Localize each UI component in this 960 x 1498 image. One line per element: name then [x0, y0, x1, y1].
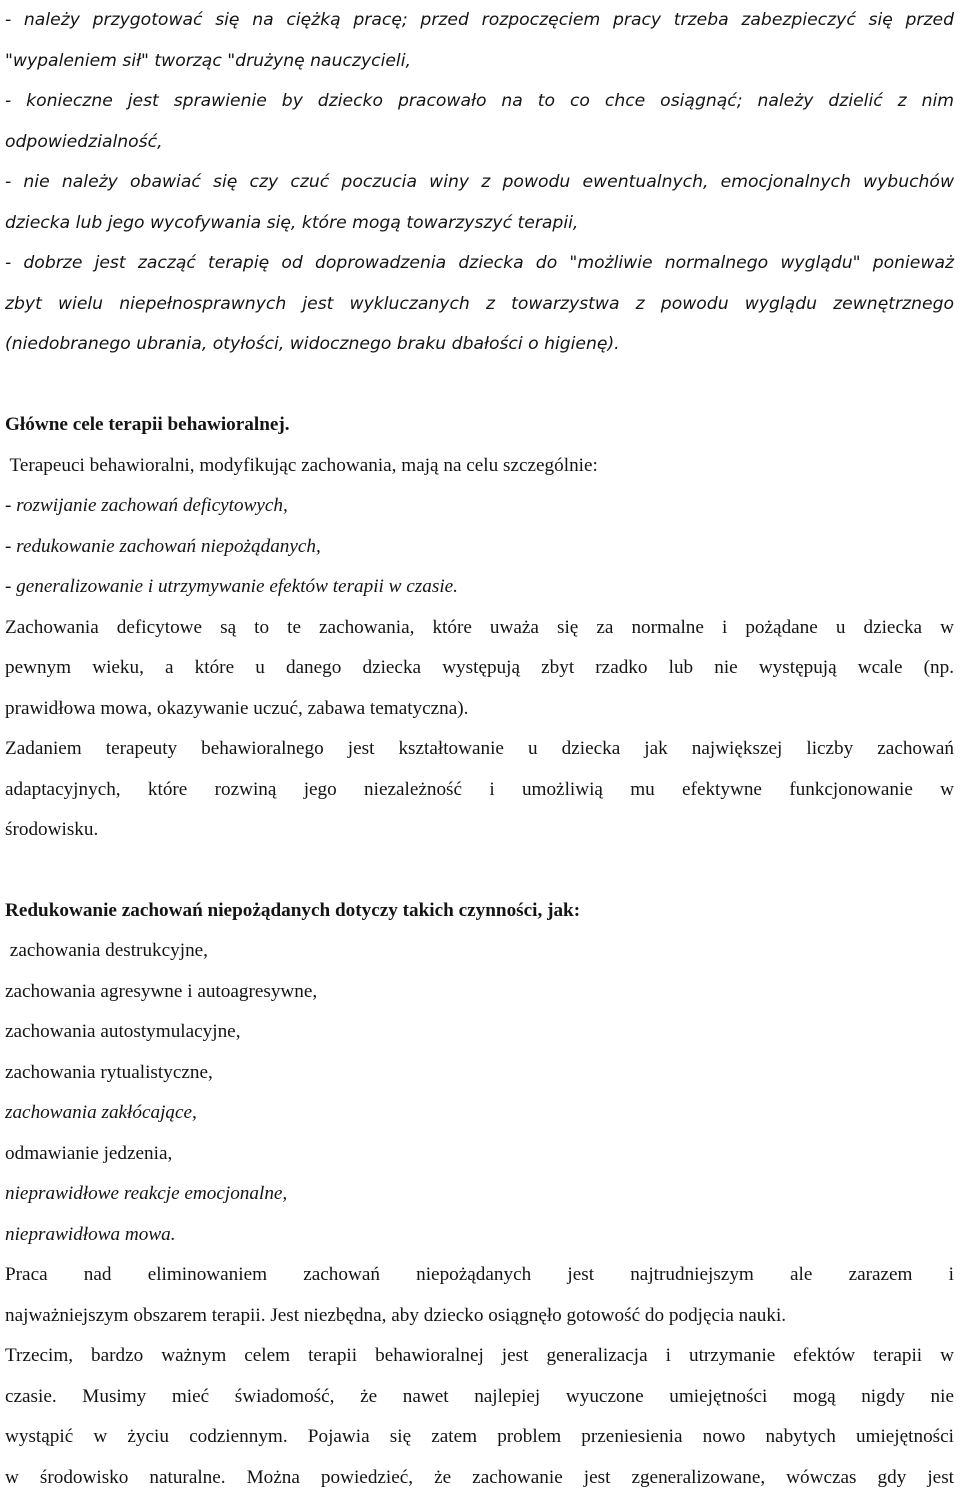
intro-line: - należy przygotować się na ciężką pracę; przed rozpoczęciem pracy trzeba zabezpieczyć się przed — [5, 0, 954, 41]
behavior-item: zachowania autostymulacyjne, — [5, 1012, 954, 1053]
paragraph-deficits — [5, 608, 954, 730]
goal-item: - generalizowanie i utrzymywanie efektów terapii w czasie. — [5, 567, 954, 608]
behavior-item: nieprawidłowe reakcje emocjonalne, — [5, 1174, 954, 1215]
behavior-item: zachowania destrukcyjne, — [5, 931, 954, 972]
section-heading: Redukowanie zachowań niepożądanych dotyczy takich czynności, jak: — [5, 891, 954, 932]
paragraph-line: w środowisko naturalne. Można powiedzieć, że zachowanie jest zgeneralizowane, wówczas gdy jest — [5, 1458, 954, 1498]
intro-list — [5, 0, 954, 365]
paragraph-line: prawidłowa mowa, okazywanie uczuć, zabawa tematyczna). — [5, 689, 954, 730]
paragraph-line: Praca nad eliminowaniem zachowań niepożądanych jest najtrudniejszym ale zarazem i — [5, 1255, 954, 1296]
paragraph-line: pewnym wieku, a które u danego dziecka występują zbyt rzadko lub nie występują wcale (np. — [5, 648, 954, 689]
intro-line: (niedobranego ubrania, otyłości, widocznego braku dbałości o higienę). — [5, 324, 954, 365]
behavior-item: odmawianie jedzenia, — [5, 1134, 954, 1175]
behavior-item: zachowania rytualistyczne, — [5, 1053, 954, 1094]
goal-item: - redukowanie zachowań niepożądanych, — [5, 527, 954, 568]
paragraph-line: najważniejszym obszarem terapii. Jest niezbędna, aby dziecko osiągnęło gotowość do podjęcia nauki. — [5, 1296, 954, 1337]
behavior-item: zachowania zakłócające, — [5, 1093, 954, 1134]
goal-item: - rozwijanie zachowań deficytowych, — [5, 486, 954, 527]
paragraph-line: Trzecim, bardzo ważnym celem terapii behawioralnej jest generalizacja i utrzymanie efektów terapii w — [5, 1336, 954, 1377]
intro-line: - nie należy obawiać się czy czuć poczucia winy z powodu ewentualnych, emocjonalnych wybuchów — [5, 162, 954, 203]
paragraph-therapist-task — [5, 729, 954, 851]
intro-line: - dobrze jest zacząć terapię od doprowadzenia dziecka do "możliwie normalnego wyglądu" ponieważ — [5, 243, 954, 284]
paragraph-line: wystąpić w życiu codziennym. Pojawia się zatem problem przeniesienia nowo nabytych umiejętności — [5, 1417, 954, 1458]
goals-list — [5, 486, 954, 608]
paragraph-generalization — [5, 1255, 954, 1498]
paragraph-line: Zadaniem terapeuty behawioralnego jest kształtowanie u dziecka jak największej liczby zachowań — [5, 729, 954, 770]
paragraph-line: adaptacyjnych, które rozwiną jego niezależność i umożliwią mu efektywne funkcjonowanie w — [5, 770, 954, 811]
section-heading: Główne cele terapii behawioralnej. — [5, 405, 954, 446]
paragraph-line: środowisku. — [5, 810, 954, 851]
behaviors-list — [5, 931, 954, 1255]
intro-line: zbyt wielu niepełnosprawnych jest wykluczanych z towarzystwa z powodu wyglądu zewnętrznego — [5, 284, 954, 325]
spacer — [5, 365, 954, 406]
paragraph-line: Zachowania deficytowe są to te zachowania, które uważa się za normalne i pożądane u dziecka w — [5, 608, 954, 649]
behavior-item: nieprawidłowa mowa. — [5, 1215, 954, 1256]
intro-line: dziecka lub jego wycofywania się, które mogą towarzyszyć terapii, — [5, 203, 954, 244]
section-intro: Terapeuci behawioralni, modyfikując zachowania, mają na celu szczególnie: — [5, 446, 954, 487]
intro-line: - konieczne jest sprawienie by dziecko pracowało na to co chce osiągnąć; należy dzielić z nim — [5, 81, 954, 122]
intro-line: odpowiedzialność, — [5, 122, 954, 163]
behavior-item: zachowania agresywne i autoagresywne, — [5, 972, 954, 1013]
intro-line: "wypaleniem sił" tworząc "drużynę nauczycieli, — [5, 41, 954, 82]
paragraph-line: czasie. Musimy mieć świadomość, że nawet najlepiej wyuczone umiejętności mogą nigdy nie — [5, 1377, 954, 1418]
spacer — [5, 851, 954, 891]
